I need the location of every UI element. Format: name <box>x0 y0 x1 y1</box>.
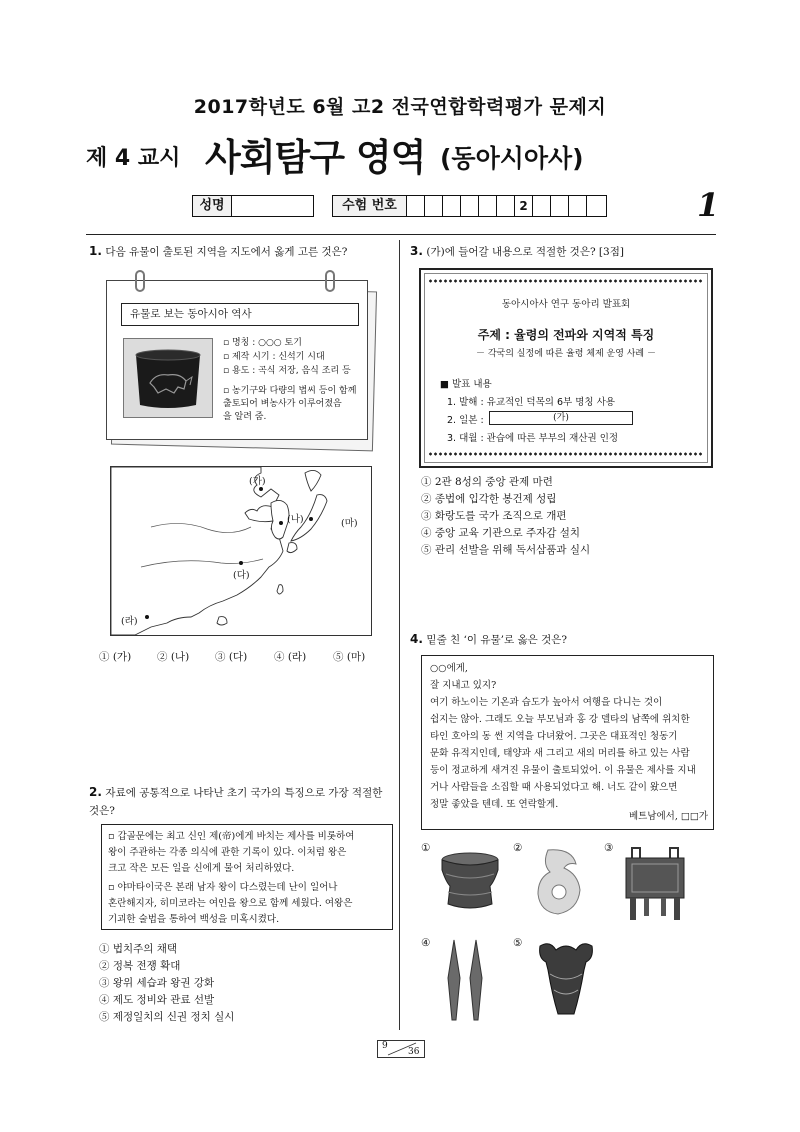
choice-5[interactable]: ⑤ 관리 선발을 위해 독서삼품과 실시 <box>421 544 591 556</box>
choice-2[interactable]: ② (나) <box>157 651 190 663</box>
question-text: (가)에 들어갈 내용으로 적절한 것은? [3점] <box>426 246 624 258</box>
bronze-cauldron-image[interactable] <box>620 846 690 922</box>
info-note: ▫ 농기구와 다량의 볍씨 등이 함께 <box>223 386 357 396</box>
choice-2[interactable]: ② 종법에 입각한 봉건제 성립 <box>421 493 557 505</box>
info-note: 출토되어 벼농사가 이루어졌음 <box>223 399 342 409</box>
presentation-section: ■ 발표 내용 <box>440 379 492 390</box>
question-number: 4. <box>410 632 423 646</box>
exam-number-cell[interactable] <box>550 195 569 217</box>
dotted-border <box>428 279 704 283</box>
bronze-drum-image[interactable] <box>436 848 504 916</box>
question-1 <box>89 244 347 261</box>
question-text: 다음 유물이 출토된 지역을 지도에서 옳게 고른 것은? <box>105 246 348 258</box>
exam-number-cell[interactable] <box>442 195 461 217</box>
choice-2-mark[interactable]: ② <box>513 842 523 854</box>
binder-ring-icon <box>135 270 145 292</box>
choice-1[interactable]: ① 2관 8성의 중앙 관제 마련 <box>421 476 553 488</box>
choice-5-mark[interactable]: ⑤ <box>513 937 523 949</box>
exam-number-cell[interactable] <box>478 195 497 217</box>
question-4 <box>410 632 567 649</box>
letter-line: 잘 지내고 있지? <box>430 680 497 691</box>
info-usage: ▫ 용도 : 곡식 저장, 음식 조리 등 <box>223 366 351 376</box>
choice-1[interactable]: ① (가) <box>99 651 132 663</box>
presentation-topic: 주제 : 율령의 전파와 지역적 특징 <box>477 328 655 342</box>
map-label-na: (나) <box>287 514 304 525</box>
question-number: 1. <box>89 244 102 258</box>
source-line: 크고 작은 모든 일을 신에게 물어 처리하였다. <box>108 863 295 874</box>
exam-number-label: 수험 번호 <box>332 195 407 217</box>
exam-number-cell[interactable] <box>460 195 479 217</box>
jomon-pottery-image[interactable] <box>530 940 602 1018</box>
presentation-item: 2. 일본 : <box>447 415 484 426</box>
pottery-photo <box>123 338 213 418</box>
map-label-da: (다) <box>233 570 250 581</box>
name-field[interactable] <box>231 195 314 217</box>
letter-signature: 베트남에서, □□가 <box>628 811 708 822</box>
presentation-item: 1. 발해 : 유교적인 덕목의 6부 명칭 사용 <box>447 397 615 408</box>
subject-subtitle: (동아시아사) <box>440 144 584 173</box>
exam-number-digit: 2 <box>514 195 533 217</box>
question-3 <box>410 244 624 261</box>
source-line: 기괴한 술법을 통하여 백성을 미혹시켰다. <box>108 914 280 925</box>
info-note: 을 알려 줌. <box>223 412 267 422</box>
choice-5[interactable]: ⑤ 제정일치의 신권 정치 실시 <box>99 1011 235 1023</box>
question-2 <box>89 784 389 820</box>
choice-4[interactable]: ④ 중앙 교육 기관으로 주자감 설치 <box>421 527 581 539</box>
column-divider <box>399 240 400 1030</box>
page-number: 1 <box>697 186 720 224</box>
source-line: ▫ 갑골문에는 최고 신인 제(帝)에게 바치는 제사를 비롯하여 <box>108 831 355 842</box>
presentation-header: 동아시아사 연구 동아리 발표회 <box>501 299 631 310</box>
east-asia-map <box>110 466 372 636</box>
letter-line: 쉽지는 않아. 그래도 오늘 부모님과 홍 강 델타의 남쪽에 위치한 <box>430 714 690 725</box>
source-line: 혼란해지자, 히미코라는 여인을 왕으로 함께 세웠다. 여왕은 <box>108 898 353 909</box>
header-divider <box>86 234 716 235</box>
letter-line: 거나 사람들을 소집할 때 사용되었다고 해. 너도 같이 왔으면 <box>430 782 678 793</box>
choice-4[interactable]: ④ 제도 정비와 관료 선발 <box>99 994 215 1006</box>
name-label: 성명 <box>192 195 232 217</box>
period-label: 제 4 교시 <box>86 146 181 171</box>
exam-number-cell[interactable] <box>496 195 515 217</box>
letter-line: ○○에게, <box>430 663 468 674</box>
bronze-daggers-image[interactable] <box>440 938 490 1022</box>
map-label-ga: (가) <box>249 476 266 487</box>
letter-line: 타인 호아의 동 썬 지역을 다녀왔어. 그곳은 대표적인 청동기 <box>430 731 678 742</box>
letter-line: 문화 유적지인데, 태양과 새 그리고 새의 머리를 하고 있는 사람 <box>430 748 690 759</box>
source-line: ▫ 야마타이국은 본래 남자 왕이 다스렸는데 난이 일어나 <box>108 882 338 893</box>
jade-ornament-image[interactable] <box>528 846 590 918</box>
exam-number-cell[interactable] <box>568 195 587 217</box>
choice-3[interactable]: ③ 화랑도를 국가 조직으로 개편 <box>421 510 567 522</box>
presentation-subtopic: － 각국의 실정에 따른 율령 체제 운영 사례 － <box>476 349 656 359</box>
question-number: 3. <box>410 244 423 258</box>
presentation-item: 3. 대월 : 관습에 따른 부부의 재산권 인정 <box>447 433 619 444</box>
choice-3[interactable]: ③ 왕위 세습과 왕권 강화 <box>99 977 215 989</box>
question-text: 자료에 공통적으로 나타난 초기 국가의 특징으로 가장 적절한 <box>105 787 383 799</box>
exam-number-cell[interactable] <box>586 195 607 217</box>
letter-line: 여기 하노이는 기온과 습도가 높아서 여행을 다니는 것이 <box>430 697 663 708</box>
map-label-ma: (마) <box>341 518 358 529</box>
question-text: 것은? <box>89 805 115 817</box>
choice-2[interactable]: ② 정복 전쟁 확대 <box>99 960 181 972</box>
card-title: 유물로 보는 동아시아 역사 <box>121 303 359 326</box>
letter-line: 정말 좋았을 텐데. 또 연락할게. <box>430 799 559 810</box>
current-page: 9 <box>382 1041 388 1051</box>
choice-5[interactable]: ⑤ (마) <box>333 651 366 663</box>
info-period: ▫ 제작 시기 : 신석기 시대 <box>223 352 325 362</box>
source-line: 왕이 주관하는 각종 의식에 관한 기록이 있다. 이처럼 왕은 <box>108 847 347 858</box>
letter-line: 등이 정교하게 새겨진 유물이 출토되었어. 이 유물은 제사를 지내 <box>430 765 696 776</box>
choice-4-mark[interactable]: ④ <box>421 937 431 949</box>
exam-number-cell[interactable] <box>424 195 443 217</box>
exam-number-cell[interactable] <box>406 195 425 217</box>
total-pages: 36 <box>408 1047 420 1057</box>
question-text: 밑줄 친 ‘이 유물’로 옳은 것은? <box>426 634 567 646</box>
map-label-ra: (라) <box>121 616 138 627</box>
choice-1-mark[interactable]: ① <box>421 842 431 854</box>
exam-number-cell[interactable] <box>532 195 551 217</box>
choice-3[interactable]: ③ (다) <box>215 651 248 663</box>
question-number: 2. <box>89 785 102 799</box>
info-name: ▫ 명칭 : ○○○ 토기 <box>223 338 302 348</box>
dotted-border <box>428 452 704 456</box>
page-indicator <box>377 1040 425 1058</box>
choice-4[interactable]: ④ (라) <box>274 651 307 663</box>
blank-ga: (가) <box>489 411 633 425</box>
choice-3-mark[interactable]: ③ <box>604 842 614 854</box>
choice-1[interactable]: ① 법치주의 채택 <box>99 943 178 955</box>
binder-ring-icon <box>325 270 335 292</box>
subject-title: 사회탐구 영역 <box>205 136 426 179</box>
exam-title: 2017학년도 6월 고2 전국연합학력평가 문제지 <box>193 96 607 118</box>
